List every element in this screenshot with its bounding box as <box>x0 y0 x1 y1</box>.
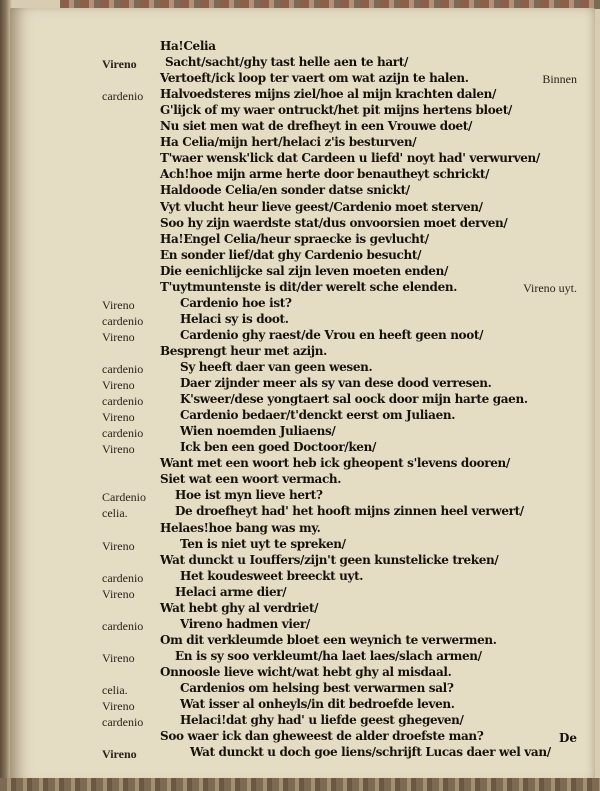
speaker-name: Vireno <box>102 699 135 714</box>
book-page <box>10 8 595 783</box>
verse-text: Ha!Celia <box>160 39 216 53</box>
verse-text: En sonder lief/dat ghy Cardenio besucht/ <box>160 247 422 262</box>
page-bottom-edge <box>0 778 600 791</box>
stage-direction: Vireno uyt. <box>523 280 577 295</box>
speaker-name: Vireno <box>102 650 135 665</box>
speaker-name: cardenio <box>102 618 144 633</box>
verse-text: Helaci sy is doot. <box>180 311 289 326</box>
verse-text: Soo hy zijn waerdste stat/dus onvoorsien moet derven/ <box>160 215 508 230</box>
verse-text: K'sweer/dese yongtaert sal oock door mijn harte gaen. <box>180 392 528 407</box>
speaker-name: cardenio <box>102 313 144 328</box>
verse-text: Daer zijnder meer als sy van dese dood verresen. <box>180 376 492 391</box>
speaker-name: celia. <box>102 506 128 521</box>
verse-text: Sy heeft daer van geen wesen. <box>180 360 373 374</box>
verse-text: Wat dunckt u Iouffers/zijn't geen kunstelicke treken/ <box>160 552 499 567</box>
verse-text: Cardenio ghy raest/de Vrou en heeft geen noot/ <box>180 327 484 342</box>
verse-text: Vyt vlucht heur lieve geest/Cardenio moet sterven/ <box>160 199 483 214</box>
speaker-name: cardenio <box>102 89 144 104</box>
speaker-name: Vireno <box>102 442 135 457</box>
verse-text: Soo waer ick dan gheweest de alder droefste man? <box>160 729 484 744</box>
verse-text: Die eenichlijcke sal zijn leven moeten enden/ <box>160 263 449 278</box>
verse-text: Onnoosle lieve wicht/wat hebt ghy al misdaal. <box>160 664 452 679</box>
speaker-name: cardenio <box>102 715 144 730</box>
verse-text: Ten is niet uyt te spreken/ <box>180 536 346 551</box>
speaker-name: cardenio <box>102 426 144 441</box>
speaker-name: Cardenio <box>102 490 146 505</box>
verse-text: Siet wat een woort vermach. <box>160 472 342 487</box>
verse-text: Hoe ist myn lieve hert? <box>175 488 323 503</box>
verse-text: Ha Celia/mijn hert/helaci z'is besturven/ <box>160 135 417 150</box>
verse-text: Om dit verkleumde bloet een weynich te verwermen. <box>160 632 497 647</box>
verse-text: Besprengt heur met azijn. <box>160 343 327 358</box>
verse-text: Cardenios om helsing best verwarmen sal? <box>180 681 454 695</box>
verse-text: Cardenio bedaer/t'denckt eerst om Juliaen. <box>180 408 456 423</box>
stage-direction: Binnen <box>542 72 577 87</box>
verse-text: T'uytmuntenste is dit/der werelt sche elenden. <box>160 279 458 294</box>
speaker-name: Vireno <box>102 329 135 344</box>
speaker-name: Vireno <box>102 538 135 553</box>
verse-text: G'lijck of my waer ontruckt/het pit mijns hertens bloet/ <box>160 103 512 118</box>
verse-text: Cardenio hoe ist? <box>180 295 292 310</box>
catchword-line <box>10 730 595 748</box>
verse-text: Want met een woort heb ick gheopent s'levens dooren/ <box>160 456 510 471</box>
verse-text: Wat isser al onheyls/in dit bedroefde leven. <box>180 697 455 712</box>
verse-text: Vertoeft/ick loop ter vaert om wat azijn te halen. <box>160 71 469 86</box>
speaker-name: Vireno <box>102 747 137 762</box>
verse-text: Helaes!hoe bang was my. <box>160 520 321 535</box>
verse-text: Ach!hoe mijn arme herte door benautheyt schrickt/ <box>160 167 490 182</box>
catchword: De <box>558 731 577 745</box>
verse-text: T'waer wensk'lick dat Cardeen u liefd' noyt had' verwurven/ <box>160 151 540 166</box>
speaker-name: Vireno <box>102 410 135 425</box>
verse-text: Wat dunckt u doch goe liens/schrijft Lucas daer wel van/ <box>190 745 551 760</box>
verse-text: Ick ben een goed Doctoor/ken/ <box>180 440 376 455</box>
speaker-name: cardenio <box>102 570 144 585</box>
verse-text: Ha!Engel Celia/heur spraecke is gevlucht/ <box>160 231 429 246</box>
speaker-name: cardenio <box>102 362 144 376</box>
verse-text: Vireno hadmen vier/ <box>180 616 310 631</box>
verse-text: Halvoedsteres mijns ziel/hoe al mijn krachten dalen/ <box>160 87 497 102</box>
verse-text: Het koudesweet breeckt uyt. <box>180 568 364 583</box>
speaker-name: Vireno <box>102 297 135 312</box>
speaker-name: Vireno <box>102 378 135 393</box>
verse-text: Wat hebt ghy al verdriet/ <box>160 600 319 615</box>
verse-text: Wien noemden Juliaens/ <box>180 424 336 439</box>
speaker-name: Vireno <box>102 586 135 601</box>
verse-text: Haldoode Celia/en sonder datse snickt/ <box>160 183 410 198</box>
speaker-name: celia. <box>102 683 128 697</box>
verse-text: En is sy soo verkleumt/ha laet laes/slach armen/ <box>175 648 482 663</box>
speaker-name: Vireno <box>102 57 137 72</box>
verse-text: Nu siet men wat de drefheyt in een Vrouwe doet/ <box>160 119 473 134</box>
verse-text: Helaci!dat ghy had' u liefde geest ghegeven/ <box>180 713 464 728</box>
verse-text: De droefheyt had' het hooft mijns zinnen heel verwert/ <box>175 504 524 519</box>
verse-text: Helaci arme dier/ <box>175 584 287 599</box>
speaker-name: cardenio <box>102 394 144 409</box>
verse-text: Sacht/sacht/ghy tast helle aen te hart/ <box>165 55 409 70</box>
